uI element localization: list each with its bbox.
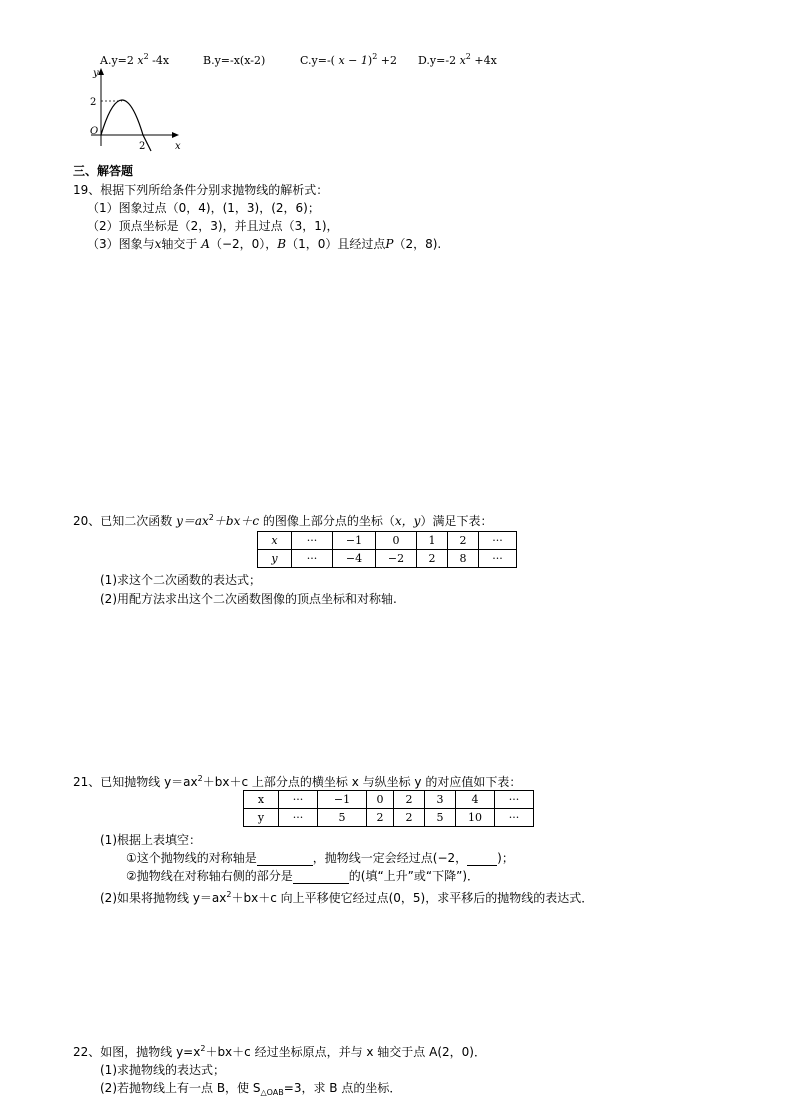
option-c: C.y=-( x − 1)$^2$ +2 bbox=[300, 52, 397, 67]
table-row bbox=[244, 809, 534, 827]
q19-stem: 19、根据下列所给条件分别求抛物线的解析式： bbox=[73, 183, 329, 197]
q20-stem: 20、已知二次函数 $y=ax^2+bx+c$ 的图像上部分点的坐标（x，y）满足下表： bbox=[73, 513, 493, 528]
table-cell: 1 bbox=[417, 532, 448, 550]
option-b: B.y=-x(x-2) bbox=[203, 54, 266, 67]
q22-part2: (2)若抛物线上有一点 B，使 $S_{\triangle OAB}=3$，求 B 点的坐标． bbox=[100, 1081, 402, 1097]
answer-blank[interactable] bbox=[257, 853, 313, 866]
table-cell: 2 bbox=[367, 809, 394, 827]
q21-part1: (1)根据上表填空： bbox=[100, 833, 201, 847]
option-a: A.y=2 $x^2$ -4x bbox=[100, 52, 170, 67]
table-cell: y bbox=[244, 809, 279, 827]
table-cell: 2 bbox=[448, 532, 479, 550]
q20-part2: (2)用配方法求出这个二次函数图像的顶点坐标和对称轴. bbox=[100, 592, 397, 606]
table-cell: 2 bbox=[394, 809, 425, 827]
table-cell: −1 bbox=[333, 532, 376, 550]
y-axis-label: y bbox=[93, 68, 99, 79]
q19-part1: （1）图象过点（0，4)，(1，3)，(2，6)； bbox=[87, 201, 320, 215]
q22-part1: (1)求抛物线的表达式； bbox=[100, 1063, 225, 1077]
table-cell: 0 bbox=[367, 791, 394, 809]
table-cell: ··· bbox=[495, 809, 534, 827]
table-cell: 10 bbox=[456, 809, 495, 827]
table-cell: −2 bbox=[376, 550, 417, 568]
table-cell: −1 bbox=[318, 791, 367, 809]
q21-part1-2: ②抛物线在对称轴右侧的部分是 的(填“上升”或“下降”)． bbox=[126, 869, 479, 883]
parabola-graph bbox=[85, 66, 185, 156]
table-cell: ··· bbox=[495, 791, 534, 809]
table-cell: ··· bbox=[479, 550, 517, 568]
q21-part2: (2)如果将抛物线 $y=ax^2+bx+c$ 向上平移使它经过点(0，5)，求平移后的抛物线的表达式． bbox=[100, 890, 594, 905]
table-cell: ··· bbox=[292, 532, 333, 550]
q21-table bbox=[243, 790, 534, 827]
section-title: 三、解答题 bbox=[73, 164, 134, 178]
table-cell: −4 bbox=[333, 550, 376, 568]
table-cell: ··· bbox=[279, 791, 318, 809]
answer-blank[interactable] bbox=[467, 853, 497, 866]
table-cell: 5 bbox=[425, 809, 456, 827]
table-cell: 2 bbox=[417, 550, 448, 568]
table-cell: y bbox=[258, 550, 292, 568]
table-cell: ··· bbox=[292, 550, 333, 568]
q20-part1: (1)求这个二次函数的表达式； bbox=[100, 573, 261, 587]
table-cell: ··· bbox=[479, 532, 517, 550]
origin-label: O bbox=[90, 126, 99, 137]
answer-blank[interactable] bbox=[293, 871, 349, 884]
y-tick-label: 2 bbox=[90, 97, 97, 108]
table-cell: x bbox=[258, 532, 292, 550]
table-cell: 2 bbox=[394, 791, 425, 809]
table-cell: 5 bbox=[318, 809, 367, 827]
q19-part3: （3）图象与x轴交于 A（−2，0），B（1，0）且经过点P（2，8). bbox=[87, 237, 442, 251]
table-cell: 3 bbox=[425, 791, 456, 809]
x-tick-label: 2 bbox=[139, 141, 146, 152]
table-cell: 8 bbox=[448, 550, 479, 568]
table-cell: ··· bbox=[279, 809, 318, 827]
option-d: D.y=-2 $x^2 +4x$ bbox=[418, 52, 497, 67]
q19-part2: （2）顶点坐标是（2，3)，并且过点（3，1)， bbox=[87, 219, 339, 233]
q22-stem: 22、如图，抛物线 $y=x^2+bx+c$ 经过坐标原点，并与 x 轴交于点 A(2，0)． bbox=[73, 1044, 486, 1059]
x-axis-arrow bbox=[172, 132, 179, 138]
table-cell: 4 bbox=[456, 791, 495, 809]
x-axis-label: x bbox=[175, 141, 181, 152]
table-row bbox=[258, 550, 517, 568]
table-cell: x bbox=[244, 791, 279, 809]
q21-part1-1: ①这个抛物线的对称轴是 ，抛物线一定会经过点(−2， )； bbox=[126, 851, 514, 865]
table-cell: 0 bbox=[376, 532, 417, 550]
table-row bbox=[244, 791, 534, 809]
y-axis-arrow bbox=[98, 68, 104, 75]
q21-stem: 21、已知抛物线 $y=ax^2+bx+c$ 上部分点的横坐标 x 与纵坐标 y 的对应值如下表： bbox=[73, 774, 522, 789]
table-row bbox=[258, 532, 517, 550]
q20-table bbox=[257, 531, 517, 568]
